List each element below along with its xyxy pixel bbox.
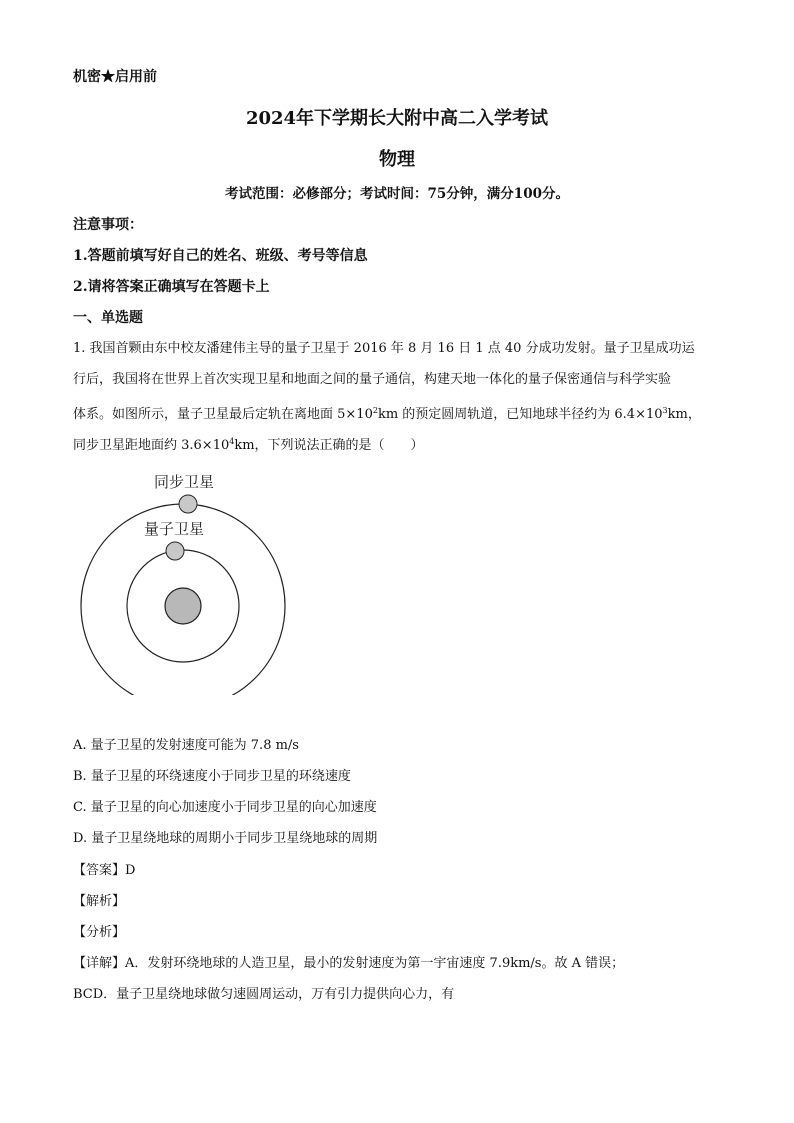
option-c: C. 量子卫星的向心加速度小于同步卫星的向心加速度: [73, 800, 377, 815]
sync-satellite-icon: [179, 495, 197, 513]
sync-satellite-label: 同步卫星: [154, 473, 215, 491]
quantum-satellite-icon: [166, 542, 184, 560]
analysis-label: 【解析】: [73, 894, 126, 909]
exam-title: 2024年下学期长大附中高二入学考试: [245, 108, 549, 129]
option-d: D. 量子卫星绕地球的周期小于同步卫星绕地球的周期: [73, 831, 378, 846]
option-a: A. 量子卫星的发射速度可能为 7.8 m/s: [73, 738, 299, 753]
detail-line: [73, 952, 624, 971]
fenxi-label: 【分析】: [73, 925, 126, 940]
earth-icon: [165, 588, 201, 624]
bcd-line: BCD．量子卫星绕地球做匀速圆周运动，万有引力提供向心力，有: [73, 987, 455, 1002]
answer-line: [73, 859, 135, 878]
exam-subject: 物理: [379, 149, 415, 170]
answer-value: D: [125, 863, 136, 878]
confidential-mark: 机密★启用前: [73, 69, 157, 85]
section-title: 一、单选题: [73, 310, 143, 326]
answer-label: 【答案】: [73, 863, 126, 878]
quantum-satellite-label: 量子卫星: [144, 520, 205, 538]
orbit-figure: [70, 465, 310, 695]
question-line: 体系。如图所示，量子卫星最后定轨在离地面 $5\times 10^2km$ 的预定圆周轨道，已知地球半径约为 $6.4\times 10^3km$，: [73, 406, 701, 422]
question-stem: [73, 340, 723, 464]
question-line: 行后，我国将在世界上首次实现卫星和地面之间的量子通信，构建天地一体化的量子保密通信与科学实验: [73, 372, 672, 387]
question-line: 同步卫星距地面约 $3.6\times 10^4km$，下列说法正确的是（ ）: [73, 437, 424, 453]
exam-scope: 考试范围：必修部分；考试时间：75分钟，满分100分。: [225, 186, 569, 202]
option-b: B. 量子卫星的环绕速度小于同步卫星的环绕速度: [73, 769, 351, 784]
detail-label: 【详解】: [73, 956, 126, 971]
notes-heading: 注意事项：: [73, 217, 143, 233]
detail-text: A．发射环绕地球的人造卫星，最小的发射速度为第一宇宙速度 7.9km/s。故 A 错误；: [125, 956, 625, 971]
note-item: 1.答题前填写好自己的姓名、班级、考号等信息: [73, 248, 368, 264]
question-line: 1. 我国首颗由东中校友潘建伟主导的量子卫星于 2016 年 8 月 16 日 1 点 40 分成功发射。量子卫星成功运: [73, 341, 695, 356]
note-item: 2.请将答案正确填写在答题卡上: [73, 279, 270, 295]
